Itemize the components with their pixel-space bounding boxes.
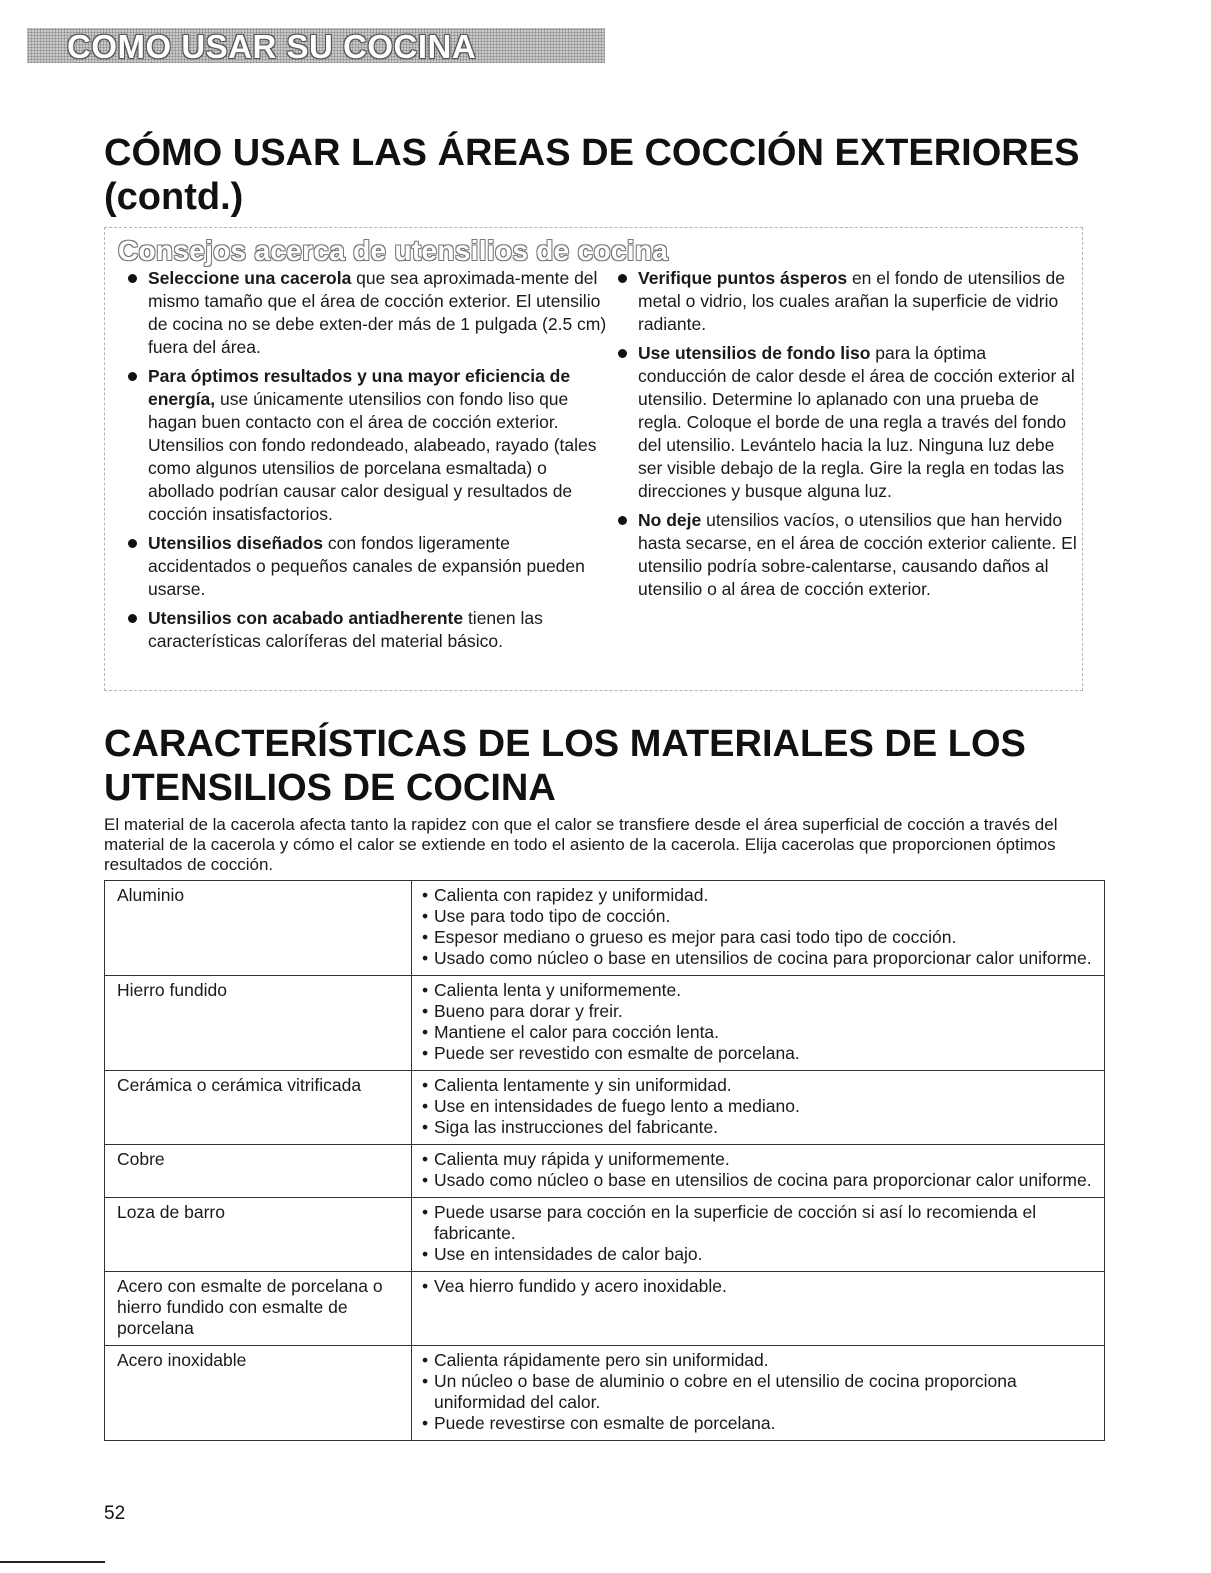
tip-item (618, 267, 1078, 336)
tip-lead: Verifique puntos ásperos (638, 268, 848, 288)
property-item (422, 1075, 1096, 1096)
bullet-icon: • (422, 1413, 429, 1433)
tip-lead: Utensilios diseñados (148, 533, 324, 553)
materials-table (104, 880, 1105, 1441)
section-banner (27, 28, 605, 63)
bullet-icon: • (422, 906, 429, 926)
bullet-icon: • (422, 885, 429, 905)
table-row (105, 1198, 1105, 1272)
bullet-icon (128, 372, 137, 381)
bullet-icon: • (422, 927, 429, 947)
tip-lead: Seleccione una cacerola (148, 268, 352, 288)
bullet-icon (618, 349, 627, 358)
bullet-icon: • (422, 1022, 429, 1042)
section-title-cooking-areas (104, 131, 1104, 219)
title-line-2: (contd.) (104, 176, 244, 218)
tip-item (618, 342, 1078, 503)
property-text: Calienta lentamente y sin uniformidad. (434, 1075, 732, 1095)
property-text: Un núcleo o base de aluminio o cobre en el utensilio de cocina proporciona uniformidad del calor. (434, 1371, 1017, 1412)
material-name: Hierro fundido (105, 976, 412, 1071)
property-item (422, 885, 1096, 906)
property-item (422, 1043, 1096, 1064)
material-properties (412, 1198, 1105, 1272)
tips-left-column (128, 267, 608, 659)
tip-item (618, 509, 1078, 601)
property-item (422, 1022, 1096, 1043)
material-properties (412, 1145, 1105, 1198)
table-row (105, 881, 1105, 976)
bullet-icon (128, 539, 137, 548)
property-item (422, 1371, 1096, 1413)
property-item (422, 1202, 1096, 1244)
tip-item (128, 267, 608, 359)
bullet-icon: • (422, 1075, 429, 1095)
tip-text: en el fondo de utensilios de metal o vidrio, los cuales arañan la superficie de vidrio radiante. (638, 268, 1066, 334)
materials-intro: El material de la cacerola afecta tanto la rapidez con que el calor se transfiere desde el área superficial de cocción a través del material de la cacerola y cómo el calor se extiende en todo el asiento de la cacerola. Elija cacerolas que proporcionen óptimos resultados de cocción. (104, 815, 1058, 874)
material-name: Acero con esmalte de porcelana o hierro fundido con esmalte de porcelana (105, 1272, 412, 1346)
bullet-icon: • (422, 1170, 429, 1190)
property-text: Mantiene el calor para cocción lenta. (434, 1022, 720, 1042)
bullet-icon: • (422, 1043, 429, 1063)
property-item (422, 980, 1096, 1001)
footer-rule (0, 1561, 105, 1563)
property-item (422, 1096, 1096, 1117)
property-text: Siga las instrucciones del fabricante. (434, 1117, 719, 1137)
property-text: Bueno para dorar y freir. (434, 1001, 623, 1021)
tip-text: que sea aproximada-mente del mismo tamaño que el área de cocción exterior. El utensilio de cocina no se debe exten-der más de 1 pulgada (2.5 cm) fuera del área. (148, 268, 607, 357)
section-title-materials (104, 722, 1104, 810)
table-row (105, 1145, 1105, 1198)
bullet-icon: • (422, 1096, 429, 1116)
tip-text: use únicamente utensilios con fondo liso que hagan buen contacto con el área de cocción exterior. Utensilios con fondo redondeado, alabeado, rayado (tales como algunos utensilios de porcelana esmaltada) o abollado podrían causar calor desigual y resultados de cocción insatisfactorios. (148, 389, 597, 524)
banner-text: COMO USAR SU COCINA (67, 28, 477, 65)
tip-item (128, 532, 608, 601)
tip-text: para la óptima conducción de calor desde el área de cocción exterior al utensilio. Determine lo aplanado con una prueba de regla. Coloque el borde de una regla a través del fondo del utensilio. Levántelo hacia la luz. Ninguna luz debe ser visible debajo de la regla. Gire la regla en todas las direcciones y busque alguna luz. (638, 343, 1075, 501)
bullet-icon: • (422, 980, 429, 1000)
property-text: Calienta muy rápida y uniformemente. (434, 1149, 730, 1169)
property-text: Use en intensidades de fuego lento a mediano. (434, 1096, 800, 1116)
bullet-icon (128, 614, 137, 623)
table-row (105, 976, 1105, 1071)
material-properties (412, 881, 1105, 976)
property-item (422, 1350, 1096, 1371)
bullet-icon: • (422, 1244, 429, 1264)
property-text: Calienta con rapidez y uniformidad. (434, 885, 709, 905)
bullet-icon (128, 274, 137, 283)
property-text: Puede revestirse con esmalte de porcelana. (434, 1413, 776, 1433)
property-item (422, 1149, 1096, 1170)
property-text: Use en intensidades de calor bajo. (434, 1244, 703, 1264)
tip-lead: Utensilios con acabado antiadherente (148, 608, 464, 628)
property-item (422, 1117, 1096, 1138)
property-text: Espesor mediano o grueso es mejor para casi todo tipo de cocción. (434, 927, 957, 947)
property-item (422, 1413, 1096, 1434)
property-text: Use para todo tipo de cocción. (434, 906, 671, 926)
material-properties (412, 1272, 1105, 1346)
property-text: Puede ser revestido con esmalte de porcelana. (434, 1043, 800, 1063)
property-item (422, 1170, 1096, 1191)
bullet-icon: • (422, 1001, 429, 1021)
property-text: Calienta rápidamente pero sin uniformidad. (434, 1350, 769, 1370)
material-name: Cobre (105, 1145, 412, 1198)
title-line-1: CARACTERÍSTICAS DE LOS MATERIALES DE LOS (104, 723, 1026, 765)
property-text: Usado como núcleo o base en utensilios de cocina para proporcionar calor uniforme. (434, 1170, 1092, 1190)
material-name: Acero inoxidable (105, 1346, 412, 1441)
tip-item (128, 365, 608, 526)
tip-lead: Use utensilios de fondo liso (638, 343, 871, 363)
title-line-2: UTENSILIOS DE COCINA (104, 767, 556, 809)
property-text: Vea hierro fundido y acero inoxidable. (434, 1276, 727, 1296)
property-item (422, 927, 1096, 948)
material-properties (412, 976, 1105, 1071)
tip-lead: No deje (638, 510, 702, 530)
property-item (422, 1244, 1096, 1265)
bullet-icon: • (422, 1276, 429, 1296)
property-item (422, 1001, 1096, 1022)
table-row (105, 1071, 1105, 1145)
material-name: Loza de barro (105, 1198, 412, 1272)
property-text: Puede usarse para cocción en la superficie de cocción si así lo recomienda el fabricante. (434, 1202, 1037, 1243)
material-name: Aluminio (105, 881, 412, 976)
table-row (105, 1272, 1105, 1346)
bullet-icon: • (422, 1149, 429, 1169)
bullet-icon: • (422, 1371, 429, 1391)
tip-text: con fondos ligeramente accidentados o pequeños canales de expansión pueden usarse. (148, 533, 585, 599)
property-item (422, 906, 1096, 927)
bullet-icon: • (422, 1117, 429, 1137)
page-number: 52 (104, 1503, 126, 1524)
title-line-1: CÓMO USAR LAS ÁREAS DE COCCIÓN EXTERIORES (104, 132, 1080, 174)
property-text: Calienta lenta y uniformemente. (434, 980, 682, 1000)
tip-item (128, 607, 608, 653)
material-properties (412, 1346, 1105, 1441)
tip-lead: Para óptimos resultados y una mayor eficiencia de energía, (148, 366, 571, 409)
bullet-icon (618, 516, 627, 525)
table-row (105, 1346, 1105, 1441)
property-item (422, 948, 1096, 969)
property-item (422, 1276, 1096, 1297)
bullet-icon (618, 274, 627, 283)
tip-text: tienen las características caloríferas del material básico. (148, 608, 543, 651)
bullet-icon: • (422, 1202, 429, 1222)
tips-right-column (618, 267, 1078, 607)
property-text: Usado como núcleo o base en utensilios de cocina para proporcionar calor uniforme. (434, 948, 1092, 968)
tip-text: utensilios vacíos, o utensilios que han hervido hasta secarse, en el área de cocción exterior caliente. El utensilio podría sobre-calentarse, causando daños al utensilio o al área de cocción exterior. (638, 510, 1077, 599)
tips-heading: Consejos acerca de utensilios de cocina (118, 235, 669, 266)
material-name: Cerámica o cerámica vitrificada (105, 1071, 412, 1145)
material-properties (412, 1071, 1105, 1145)
bullet-icon: • (422, 1350, 429, 1370)
bullet-icon: • (422, 948, 429, 968)
